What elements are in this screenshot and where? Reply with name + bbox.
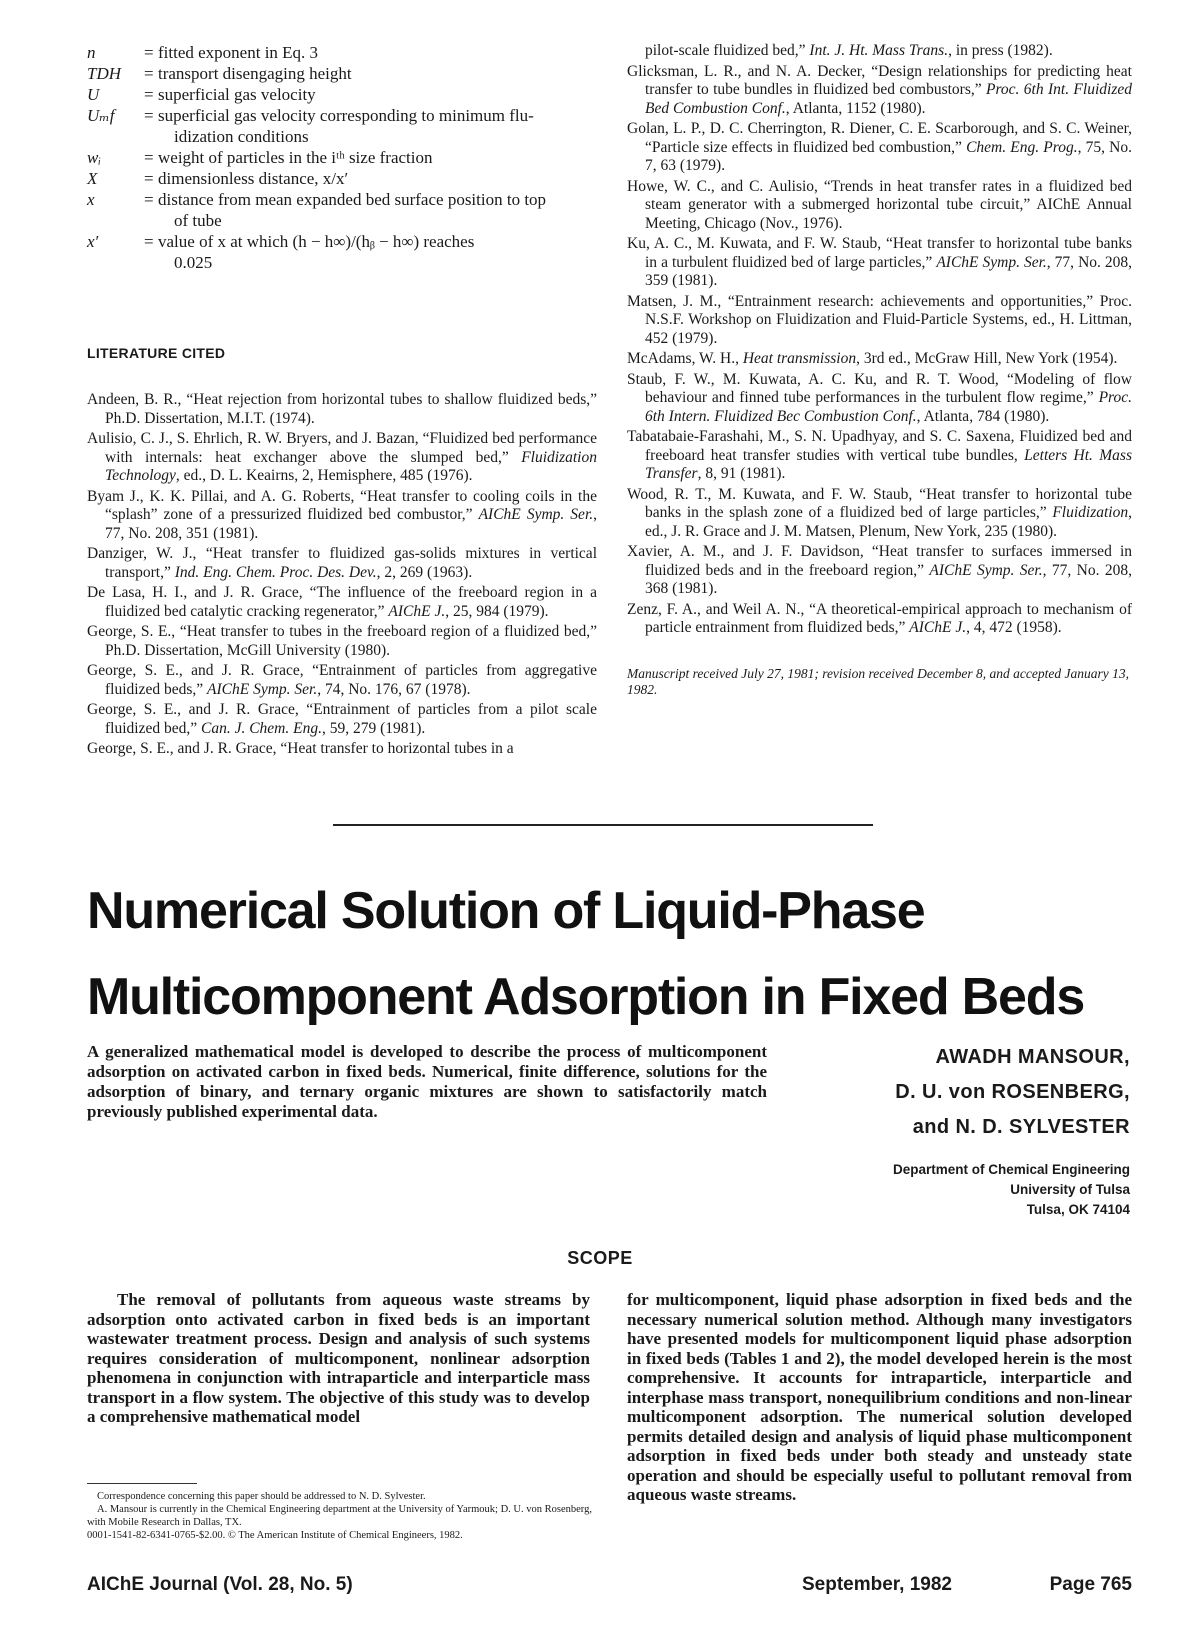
- nomenclature-symbol: x′: [87, 232, 99, 251]
- nomenclature-row: [87, 84, 597, 105]
- reference-text: George, S. E., and J. R. Grace, “Heat transfer to horizontal tubes in a: [87, 740, 514, 757]
- references-left: [87, 391, 597, 759]
- footnote: 0001-1541-82-6341-0765-$2.00. © The American Institute of Chemical Engineers, 1982.: [87, 1530, 463, 1541]
- title-line: Numerical Solution of Liquid-Phase: [87, 882, 925, 940]
- reference-text: Byam J., K. K. Pillai, and A. G. Roberts, “Heat transfer to cooling coils in the “splash” zone of a pressurized fluidized bed combustor,”: [87, 487, 597, 523]
- reference-text: Staub, F. W., M. Kuwata, A. C. Ku, and R. T. Wood, “Modeling of flow behaviour and finned tube performances in the turbulent flow regime,”: [627, 370, 1132, 406]
- reference-text: Matsen, J. M., “Entrainment research: achievements and opportunities,” Proc. N.S.F. Workshop on Fluidization and Fluid-Particle Systems, ed., H. Littman, 452 (1979).: [627, 292, 1132, 347]
- reference-source: Can. J. Chem. Eng.: [200, 719, 322, 737]
- nomenclature-row: [87, 63, 597, 84]
- reference-text: Golan, L. P., D. C. Cherrington, R. Diener, C. E. Scarborough, and S. C. Weiner, “Particle size effects in fluidized bed combustion,”: [627, 120, 1132, 156]
- nomenclature-list: [87, 42, 597, 273]
- reference-details: , 25, 984 (1979).: [445, 602, 549, 620]
- reference-entry: [87, 391, 597, 428]
- reference-text: George, S. E., “Heat transfer to tubes in the freeboard region of a fluidized bed,” Ph.D. Dissertation, McGill University (1980).: [87, 623, 597, 659]
- equals-sign: =: [144, 43, 154, 62]
- reference-entry: [87, 545, 597, 582]
- reference-text: McAdams, W. H.,: [627, 350, 743, 367]
- reference-text: Danziger, W. J., “Heat transfer to fluidized gas-solids mixtures in vertical transport,”: [87, 545, 597, 581]
- reference-text: pilot-scale fluidized bed,”: [645, 42, 810, 59]
- right-column-top: [627, 42, 1132, 698]
- equals-sign: =: [144, 106, 154, 125]
- reference-entry: [87, 740, 597, 759]
- reference-source: Letters Ht. Mass Transfer: [645, 446, 1132, 482]
- footnote: Correspondence concerning this paper should be addressed to N. D. Sylvester.: [97, 1491, 426, 1502]
- reference-source: Proc. 6th Intern. Fluidized Bec Combustion Conf.: [645, 389, 1132, 425]
- reference-details: , Atlanta, 784 (1980).: [916, 407, 1050, 425]
- definition-text: dimensionless distance, x/x′: [158, 169, 349, 188]
- scope-text-left: The removal of pollutants from aqueous waste streams by adsorption onto activated carbon in fixed beds is an important wastewater treatment process. Design and analysis of such systems requires consideration of multicomponent, nonlinear adsorption phenomena in conjunction with intraparticle and interparticle mass transport in a flow system. The objective of this study was to develop a comprehensive mathematical model: [87, 1290, 590, 1426]
- reference-entry: [627, 235, 1132, 291]
- nomenclature-row: [87, 147, 597, 168]
- nomenclature-symbol: wᵢ: [87, 148, 102, 167]
- reference-details: , 3rd ed., McGraw Hill, New York (1954).: [856, 350, 1118, 367]
- affiliation-line: University of Tulsa: [1010, 1182, 1130, 1197]
- affiliation-line: Department of Chemical Engineering: [892, 1162, 1130, 1177]
- equals-sign: =: [144, 169, 154, 188]
- reference-source: AIChE Symp. Ser.: [478, 506, 594, 523]
- nomenclature-row: [87, 231, 597, 273]
- reference-details: , 2, 269 (1963).: [376, 563, 473, 581]
- nomenclature-symbol: n: [87, 43, 96, 62]
- nomenclature-definition: [158, 147, 597, 168]
- reference-source: AIChE J.: [909, 619, 967, 636]
- reference-entry: [87, 584, 597, 621]
- reference-text: Tabatabaie-Farashahi, M., S. N. Upadhyay, and S. C. Saxena, Fluidized bed and freeboard heat transfer studies with vertical tube bundles,: [627, 428, 1132, 464]
- nomenclature-definition: [158, 189, 597, 231]
- author-list: [790, 1040, 1130, 1145]
- abstract: A generalized mathematical model is developed to describe the process of multicomponent adsorption on activated carbon in fixed beds. Numerical, finite difference, solutions for the adsorption of binary, and ternary organic mixtures are shown to satisfactorily match previously published experimental data.: [87, 1042, 767, 1121]
- definition-continuation: 0.025: [174, 253, 213, 272]
- definition-text: fitted exponent in Eq. 3: [158, 43, 319, 62]
- definition-text: weight of particles in the iᵗʰ size fraction: [158, 148, 433, 167]
- reference-source: AIChE J.: [388, 602, 446, 620]
- reference-entry: [87, 488, 597, 544]
- nomenclature-row: [87, 168, 597, 189]
- author: and N. D. SYLVESTER: [912, 1116, 1130, 1138]
- reference-entry: [627, 601, 1132, 638]
- reference-details: , 75, No. 7, 63 (1979).: [645, 138, 1133, 174]
- affiliation-line: Tulsa, OK 74104: [1026, 1202, 1130, 1217]
- reference-text: George, S. E., and J. R. Grace, “Entrainment of particles from a pilot scale fluidized bed,”: [87, 701, 597, 737]
- reference-text: Xavier, A. M., and J. F. Davidson, “Heat transfer to surfaces immersed in fluidized beds and in the freeboard region,”: [627, 543, 1132, 579]
- issue-date: September, 1982: [802, 1574, 952, 1595]
- journal-name: AIChE Journal (Vol. 28, No. 5): [87, 1574, 353, 1595]
- nomenclature-definition: [158, 168, 597, 189]
- reference-entry: [87, 701, 597, 738]
- reference-details: , ed., D. L. Keairns, 2, Hemisphere, 485 (1976).: [175, 467, 473, 484]
- nomenclature-symbol: x: [87, 190, 95, 209]
- nomenclature-symbol: X: [87, 169, 98, 188]
- nomenclature-definition: [158, 231, 597, 273]
- left-column-top: [87, 42, 597, 761]
- reference-text: George, S. E., and J. R. Grace, “Entrainment of particles from aggregative fluidized beds,”: [87, 662, 597, 698]
- nomenclature-row: [87, 42, 597, 63]
- definition-text: superficial gas velocity corresponding to minimum flu-: [158, 106, 534, 125]
- reference-entry: [627, 486, 1132, 542]
- reference-source: AIChE Symp. Ser.: [207, 680, 318, 698]
- nomenclature-definition: [158, 84, 597, 105]
- reference-entry: [627, 178, 1132, 234]
- reference-details: , 4, 472 (1958).: [966, 619, 1062, 636]
- reference-text: Zenz, F. A., and Weil A. N., “A theoretical-empirical approach to mechanism of particle entrainment from fluidized beds,”: [627, 600, 1132, 636]
- reference-details: , 77, No. 208, 351 (1981).: [105, 506, 598, 542]
- reference-entry: [627, 42, 1132, 61]
- reference-entry: [627, 428, 1132, 484]
- nomenclature-definition: [158, 63, 597, 84]
- reference-details: , 74, No. 176, 67 (1978).: [317, 680, 471, 698]
- reference-entry: [627, 350, 1132, 369]
- reference-entry: [627, 293, 1132, 349]
- article-title: [87, 868, 1147, 1040]
- nomenclature-definition: [158, 42, 597, 63]
- definition-text: transport disengaging height: [158, 64, 352, 83]
- reference-entry: [87, 623, 597, 660]
- nomenclature-row: [87, 105, 597, 147]
- equals-sign: =: [144, 148, 154, 167]
- reference-source: Int. J. Ht. Mass Trans.: [809, 42, 949, 59]
- nomenclature-definition: [158, 105, 597, 147]
- nomenclature-symbol: U: [87, 85, 100, 104]
- title-line: Multicomponent Adsorption in Fixed Beds: [87, 968, 1085, 1026]
- reference-details: , 77, No. 208, 368 (1981).: [645, 561, 1133, 597]
- reference-text: De Lasa, H. I., and J. R. Grace, “The influence of the freeboard region in a fluidized bed catalytic cracking regenerator,”: [87, 584, 597, 620]
- reference-source: Chem. Eng. Prog.: [966, 138, 1078, 156]
- reference-source: Fluidization: [1052, 504, 1129, 521]
- nomenclature-symbol: TDH: [87, 64, 122, 83]
- reference-entry: [87, 662, 597, 699]
- reference-details: , 77, No. 208, 359 (1981).: [645, 253, 1133, 289]
- definition-text: distance from mean expanded bed surface position to top: [158, 190, 547, 209]
- nomenclature-row: [87, 189, 597, 231]
- reference-text: Glicksman, L. R., and N. A. Decker, “Design relationships for predicting heat transfer to tube bundles in fluidized bed combustors,”: [627, 62, 1132, 98]
- affiliation: [790, 1160, 1130, 1220]
- equals-sign: =: [144, 64, 154, 83]
- reference-details: , ed., J. R. Grace and J. M. Matsen, Plenum, New York, 235 (1980).: [645, 504, 1132, 540]
- reference-source: Fluidization Technology: [105, 448, 597, 484]
- reference-details: , 59, 279 (1981).: [321, 719, 426, 737]
- equals-sign: =: [144, 190, 154, 209]
- literature-cited-heading: LITERATURE CITED: [87, 345, 226, 361]
- author: D. U. von ROSENBERG,: [895, 1081, 1130, 1103]
- scope-heading: SCOPE: [567, 1248, 633, 1268]
- manuscript-note: Manuscript received July 27, 1981; revision received December 8, and accepted January 13, 1982.: [627, 665, 1129, 697]
- reference-text: Andeen, B. R., “Heat rejection from horizontal tubes to shallow fluidized beds,” Ph.D. Dissertation, M.I.T. (1974).: [87, 391, 597, 427]
- definition-continuation: idization conditions: [174, 127, 309, 146]
- equals-sign: =: [144, 232, 154, 251]
- scope-text-right: for multicomponent, liquid phase adsorption in fixed beds and the necessary numerical solution method. Although many investigators have presented models for multicomponent liquid phase adsorption in fixed beds (Tables 1 and 2), the model developed herein is the most comprehensive. It accounts for intraparticle, interparticle and interphase mass transport, nonequilibrium conditions and non-linear multicomponent adsorption. The numerical solution developed permits detailed design and analysis of liquid phase multicomponent adsorption in fixed beds under both steady and unsteady state operation and should be especially useful to pollutant removal from aqueous waste streams.: [627, 1290, 1132, 1504]
- footnote-divider: [87, 1483, 197, 1484]
- reference-entry: [627, 63, 1132, 119]
- reference-details: , 8, 91 (1981).: [697, 465, 786, 482]
- reference-source: Heat transmission: [742, 350, 857, 367]
- definition-text: value of x at which (h − h∞)/(hᵦ − h∞) reaches: [158, 232, 475, 251]
- reference-details: , Atlanta, 1152 (1980).: [785, 99, 926, 117]
- reference-entry: [87, 430, 597, 486]
- definition-text: superficial gas velocity: [158, 85, 316, 104]
- reference-source: AIChE Symp. Ser.: [929, 561, 1043, 579]
- footnote: A. Mansour is currently in the Chemical Engineering department at the University of Yarmouk; D. U. von Rosenberg, with Mobile Research in Dallas, TX.: [87, 1504, 592, 1528]
- reference-text: Aulisio, C. J., S. Ehrlich, R. W. Bryers, and J. Bazan, “Fluidized bed performance with internals: heat exchanger above the slumped bed,”: [87, 430, 597, 466]
- author: AWADH MANSOUR,: [935, 1046, 1130, 1068]
- reference-text: Howe, W. C., and C. Aulisio, “Trends in heat transfer rates in a fluidized bed steam generator with a submerged horizontal tube circuit,” AIChE Annual Meeting, Chicago (Nov., 1976).: [627, 177, 1132, 232]
- reference-text: Ku, A. C., M. Kuwata, and F. W. Staub, “Heat transfer to horizontal tube banks in a turbulent fluidized bed of large particles,”: [627, 235, 1132, 271]
- reference-source: Ind. Eng. Chem. Proc. Des. Dev.: [174, 563, 377, 581]
- reference-text: Wood, R. T., M. Kuwata, and F. W. Staub, “Heat transfer to horizontal tube banks in the splash zone of a fluidized bed of large particles,”: [627, 485, 1132, 521]
- nomenclature-symbol: Uₘf: [87, 106, 115, 125]
- references-right: [627, 42, 1132, 638]
- reference-entry: [627, 371, 1132, 427]
- reference-details: , in press (1982).: [948, 42, 1053, 59]
- reference-source: Proc. 6th Int. Fluidized Bed Combustion Conf.: [645, 81, 1132, 117]
- definition-continuation: of tube: [174, 211, 222, 230]
- equals-sign: =: [144, 85, 154, 104]
- section-divider: [333, 824, 873, 826]
- reference-source: AIChE Symp. Ser.: [936, 253, 1047, 271]
- page-number: Page 765: [1049, 1574, 1132, 1595]
- footnotes: [87, 1490, 592, 1542]
- reference-entry: [627, 120, 1132, 176]
- reference-entry: [627, 543, 1132, 599]
